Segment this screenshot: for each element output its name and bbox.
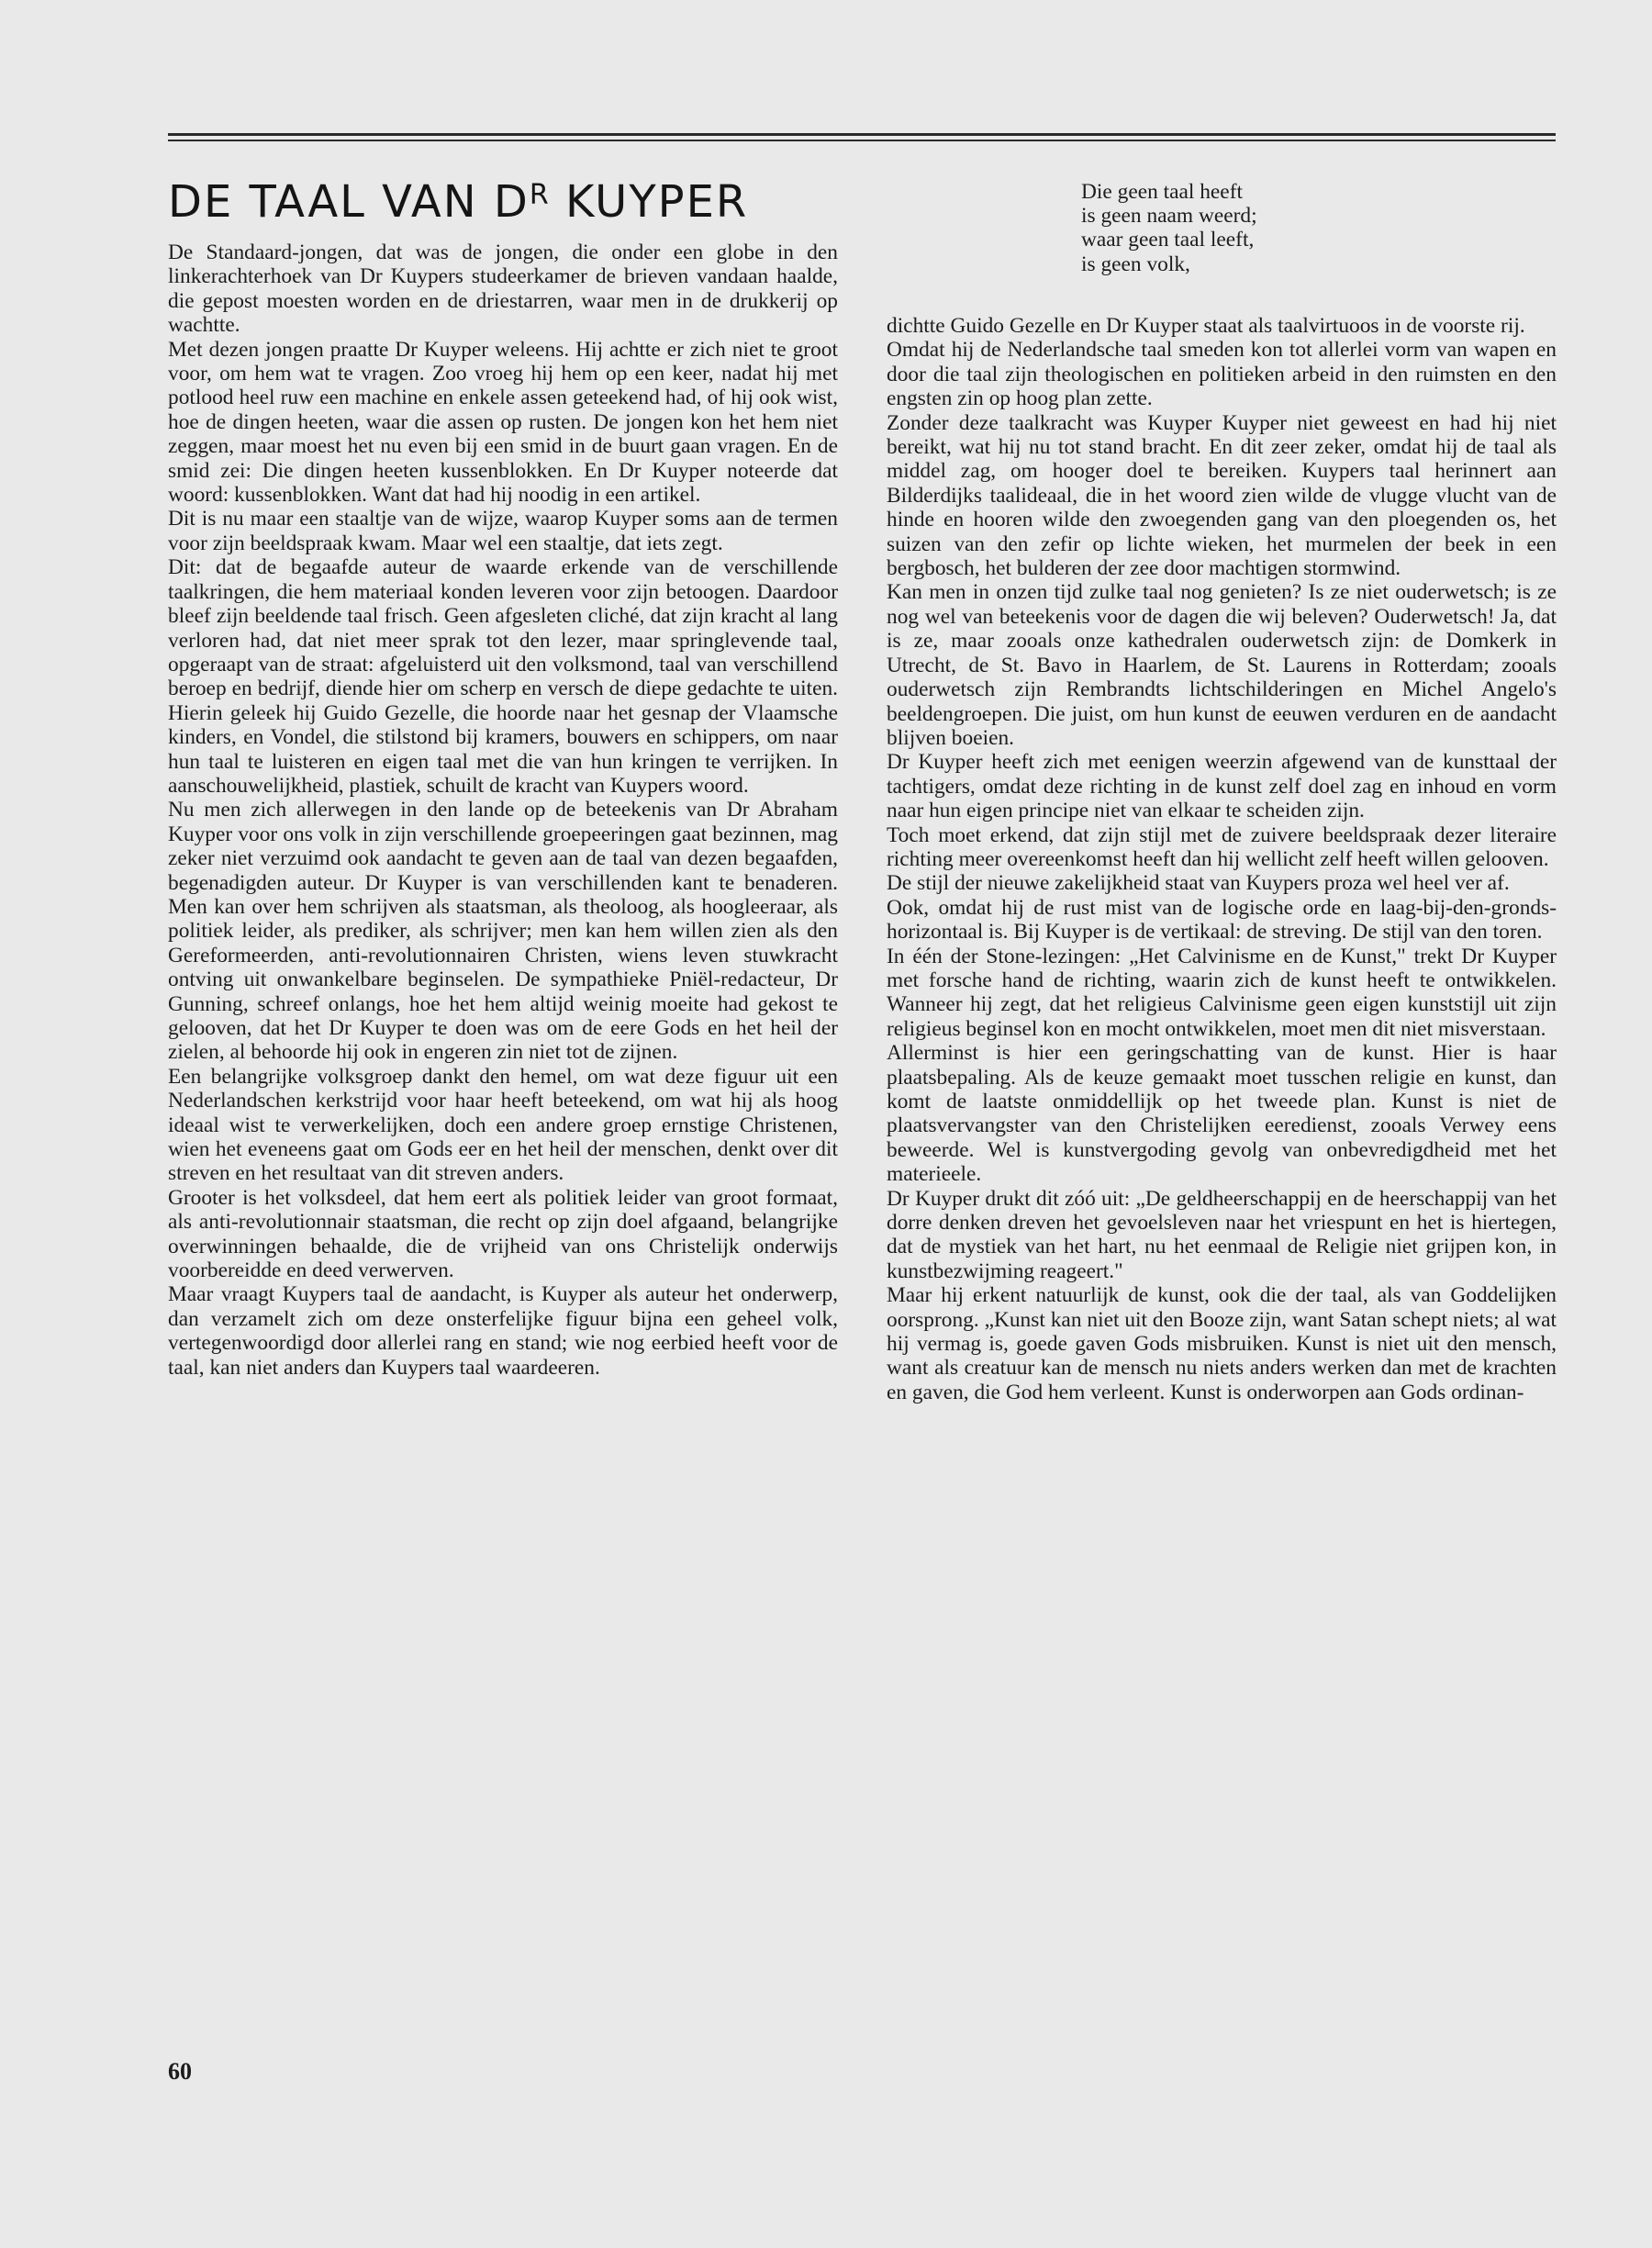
left-column [168, 240, 838, 1380]
header-rule [168, 133, 1556, 141]
paragraph: Zonder deze taalkracht was Kuyper Kuyper niet geweest en had hij niet bereikt, wat hij nu tot stand bracht. En dit zeer zeker, omdat hij de taal als middel zag, om hooger doel te bereiken. Kuypers taal herinnert aan Bilderdijks taalideaal, die in het woord zien wilde de vlugge vlucht van de hinde en hooren wilde den zwoegenden gang van den ploegenden os, het suizen van den zefir op lichte wieken, het murmelen der beek in een bergbosch, het bulderen der zee door machtigen stormwind. [887, 410, 1557, 581]
poem-line: is geen naam weerd; [1081, 204, 1257, 229]
title-main: DE TAAL VAN D [168, 176, 530, 228]
paragraph: Een belangrijke volksgroep dankt den hemel, om wat deze figuur uit een Nederlandschen kerkstrijd voor haar heeft beteekend, om wat hij als hoog ideaal wist te verwerkelijken, doch een andere groep ernstige Christenen, wien het eveneens gaat om Gods eer en het heil der menschen, denkt over dit streven en het resultaat van dit streven anders. [168, 1064, 838, 1186]
paragraph: dichtte Guido Gezelle en Dr Kuyper staat als taalvirtuoos in de voorste rij. [887, 314, 1525, 338]
paragraph: Dr Kuyper heeft zich met eenigen weerzin afgewend van de kunsttaal der tachtigers, omdat deze richting in de kunst zelf doel zag en inhoud en vorm naar hun eigen principe niet van elkaar te scheiden zijn. [887, 750, 1557, 823]
paragraph: Dit is nu maar een staaltje van de wijze, waarop Kuyper soms aan de termen voor zijn beeldspraak kwam. Maar wel een staaltje, dat iets zegt. [168, 507, 838, 555]
paragraph: Toch moet erkend, dat zijn stijl met de zuivere beeldspraak dezer literaire richting meer overeenkomst heeft dan hij wellicht zelf heeft willen gelooven. [887, 822, 1557, 871]
poem-line: Die geen taal heeft [1081, 180, 1243, 204]
paragraph: Ook, omdat hij de rust mist van de logische orde en laag-bij-den-gronds-horizontaal is. Bij Kuyper is de vertikaal: de streving. De stijl van den toren. [887, 895, 1557, 945]
paragraph: De stijl der nieuwe zakelijkheid staat van Kuypers proza wel heel ver af. [887, 871, 1510, 896]
paragraph: Grooter is het volksdeel, dat hem eert als politiek leider van groot formaat, als anti-revolutionnair staatsman, die recht op zijn doel afgaand, belangrijke overwinningen behaalde, die de vrijheid van ons Christelijk onderwijs voorbereidde en deed verwerven. [168, 1185, 838, 1283]
right-column [887, 314, 1557, 1404]
paragraph: Allerminst is hier een geringschatting van de kunst. Hier is haar plaatsbepaling. Als de keuze gemaakt moet tusschen religie en kunst, dan komt de laatste onmiddellijk op het tweede plan. Kunst is niet de plaatsvervangster van den Christelijken eeredienst, zooals Verwey eens beweerde. Wel is kunstvergoding gevolg van onbevredigdheid met het materieele. [887, 1041, 1557, 1187]
article-title [168, 176, 748, 228]
paragraph: Dr Kuyper drukt dit zóó uit: „De geldheerschappij en de heerschappij van het dorre denken dreven het gevoelsleven naar het vriespunt en het is hiertegen, dat de mystiek van het hart, nu het eenmaal de Religie niet grijpen kon, in kunstbezwijming reageert." [887, 1186, 1557, 1283]
paragraph: In één der Stone-lezingen: „Het Calvinisme en de Kunst," trekt Dr Kuyper met forsche hand de richting, waarin zich de kunst heeft te ontwikkelen. Wanneer hij zegt, dat het religieus Calvinisme geen eigen kunststijl uit zijn religieus beginsel kon en mocht ontwikkelen, moet men dit niet misverstaan. [887, 944, 1557, 1041]
title-rest: KUYPER [549, 176, 749, 228]
paragraph: De Standaard-jongen, dat was de jongen, die onder een globe in den linkerachterhoek van Dr Kuypers studeerkamer de brieven vandaan haalde, die gepost moesten worden en de driestarren, waar men in de drukkerij op wachtte. [168, 240, 838, 338]
poem-line: waar geen taal leeft, [1081, 228, 1255, 252]
paragraph: Maar hij erkent natuurlijk de kunst, ook die der taal, als van Goddelijken oorsprong. „Kunst kan niet uit den Booze zijn, want Satan schept niets; al wat hij vermag is, goede gaven Gods misbruiken. Kunst is niet uit den mensch, want als creatuur kan de mensch nu niets anders werken dan met de krachten en gaven, die God hem verleent. Kunst is onderworpen aan Gods ordinan- [887, 1283, 1557, 1404]
poem-line: is geen volk, [1081, 252, 1190, 276]
poem-quote [1081, 180, 1257, 276]
paragraph: Kan men in onzen tijd zulke taal nog genieten? Is ze niet ouderwetsch; is ze nog wel van beteekenis voor de dagen die wij beleven? Ouderwetsch! Ja, dat is ze, maar zooals onze kathedralen ouderwetsch zijn: de Domkerk in Utrecht, de St. Bavo in Haarlem, de St. Laurens in Rotterdam; zooals ouderwetsch zijn Rembrandts lichtschilderingen en Michel Angelo's beeldengroepen. Die juist, om hun kunst de eeuwen verduren en de aandacht blijven boeien. [887, 580, 1557, 750]
paragraph: Nu men zich allerwegen in den lande op de beteekenis van Dr Abraham Kuyper voor ons volk in zijn verschillende groepeeringen gaat bezinnen, mag zeker niet verzuimd ook aandacht te geven aan de taal van dezen begaafden, begenadigden auteur. Dr Kuyper is van verschillenden kant te benaderen. Men kan over hem schrijven als staatsman, als theoloog, als hoogleeraar, als politiek leider, als prediker, als schrijver; men kan hem willen zien als den Gereformeerden, anti-revolutionnairen Christen, wiens leven stuwkracht ontving uit onwankelbare beginselen. De sympathieke Pniël-redacteur, Dr Gunning, schreef onlangs, hoe het hem altijd weinig moeite had gekost te gelooven, dat het Dr Kuyper te doen was om de eere Gods en het heil der zielen, al behoorde hij ook in engeren zin niet tot de zijnen. [168, 798, 838, 1065]
paragraph: Met dezen jongen praatte Dr Kuyper weleens. Hij achtte er zich niet te groot voor, om hem wat te vragen. Zoo vroeg hij hem op een keer, nadat hij met potlood heel ruw een machine en enkele assen geteekend had, of hij ook wist, hoe de dingen heeten, waar die assen op rusten. De jongen kon het hem niet zeggen, maar moest het nu even bij een smid in de buurt gaan vragen. En de smid zei: Die dingen heeten kussenblokken. En Dr Kuyper noteerde dat woord: kussenblokken. Want dat had hij noodig in een artikel. [168, 337, 838, 508]
paragraph: Dit: dat de begaafde auteur de waarde erkende van de verschillende taalkringen, die hem materiaal konden leveren voor zijn betoogen. Daardoor bleef zijn beeldende taal frisch. Geen afgesleten cliché, dat zijn kracht al lang verloren had, dat niet meer sprak tot den lezer, maar springlevende taal, opgeraapt van de straat: afgeluisterd uit den volksmond, taal van verschillend beroep en bedrijf, diende hier om scherp en versch de diepe gedachte te uiten. Hierin geleek hij Guido Gezelle, die hoorde naar het gesnap der Vlaamsche kinders, en Vondel, die stilstond bij kramers, bouwers en schippers, om naar hun taal te luisteren en eigen taal met die van hun kringen te verrijken. In aanschouwelijkheid, plastiek, schuilt de kracht van Kuypers woord. [168, 555, 838, 798]
paragraph: Maar vraagt Kuypers taal de aandacht, is Kuyper als auteur het onderwerp, dan verzamelt zich om deze onsterfelijke figuur bijna een geheel volk, vertegenwoordigd door allerlei rang en stand; wie nog eerbied heeft voor de taal, kan niet anders dan Kuypers taal waardeeren. [168, 1282, 838, 1380]
paragraph: Omdat hij de Nederlandsche taal smeden kon tot allerlei vorm van wapen en door die taal zijn theologischen en politieken arbeid in den ruimsten en den engsten zin op hoog plan zette. [887, 338, 1557, 411]
page-number: 60 [168, 2058, 192, 2085]
title-superscript: R [529, 179, 550, 211]
